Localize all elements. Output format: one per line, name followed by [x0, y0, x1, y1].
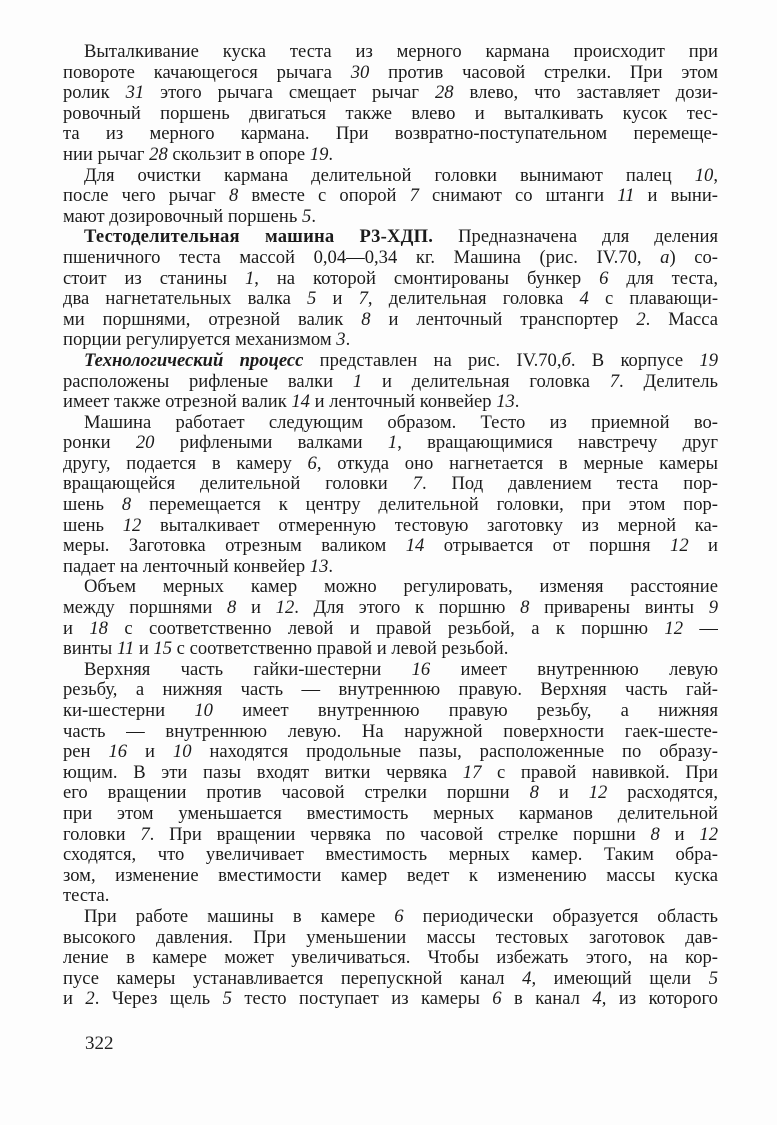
text-line	[63, 907, 718, 928]
figure-reference: 1	[352, 371, 363, 392]
text-line	[63, 639, 718, 660]
text-segment: .	[328, 144, 334, 165]
figure-reference: 12	[664, 618, 684, 639]
figure-reference: 6	[394, 906, 404, 927]
page-number: 322	[85, 1033, 114, 1054]
figure-reference: 7	[609, 371, 620, 392]
figure-reference: а	[660, 247, 670, 268]
text-segment: ролик	[63, 83, 126, 104]
text-segment: рифлеными валками	[154, 433, 388, 454]
text-segment: и	[659, 824, 700, 845]
text-segment: , вращающимися навстречу друг	[397, 433, 718, 454]
text-segment: в канал	[501, 989, 593, 1010]
text-line	[63, 207, 718, 228]
paragraph	[63, 907, 718, 1010]
text-segment: с плавающи-	[588, 289, 718, 310]
text-line	[63, 989, 718, 1010]
text-line	[63, 928, 718, 949]
paragraph	[63, 227, 718, 351]
figure-reference: б	[561, 350, 571, 371]
text-line	[63, 433, 718, 454]
text-segment: головки	[63, 824, 141, 845]
text-segment: , откуда оно нагнетается в мерные камеры	[316, 453, 718, 474]
text-segment: , имеющий щели	[531, 968, 709, 989]
text-line	[63, 969, 718, 990]
text-segment: высокого давления. При уменьшении массы тестовых заготовок дав-	[63, 927, 718, 948]
text-segment: сходятся, что увеличивает вместимость мерных камер. Таким обра-	[63, 845, 718, 866]
text-segment: ющим. В эти пазы входят витки червяка	[63, 762, 463, 783]
figure-reference: 4	[592, 989, 602, 1010]
figure-reference: 7	[412, 474, 422, 495]
text-line	[63, 454, 718, 475]
text-segment: и делительная головка	[362, 371, 610, 392]
text-segment: с правой навивкой. При	[481, 762, 718, 783]
text-segment: выталкивает отмеренную тестовую заготовку из мерной ка-	[141, 515, 718, 536]
figure-reference: 5	[222, 989, 232, 1010]
text-segment: тесто поступает из камеры	[231, 989, 493, 1010]
text-segment: ми поршнями, отрезной валик	[63, 309, 362, 330]
text-line	[63, 474, 718, 495]
text-segment: с соответственно правой и левой резьбой.	[172, 639, 509, 660]
text-line	[63, 372, 718, 393]
figure-reference: 8	[227, 598, 237, 619]
text-line	[63, 680, 718, 701]
text-segment: —	[683, 618, 718, 639]
figure-reference: 7	[140, 824, 150, 845]
text-segment: и ленточный конвейер	[309, 392, 497, 413]
figure-reference: 6	[599, 268, 609, 289]
text-line	[63, 701, 718, 722]
figure-reference: 31	[125, 83, 145, 104]
text-line	[63, 351, 718, 372]
text-segment: ровочный поршень двигаться также влево и выталкивать кусок тес-	[63, 103, 718, 124]
text-segment: .	[311, 206, 316, 227]
paragraph	[63, 42, 718, 166]
text-segment: ление в камере может увеличиваться. Чтобы избежать этого, на кор-	[63, 948, 718, 969]
figure-reference: 12	[122, 515, 142, 536]
text-segment: . Масса	[645, 309, 718, 330]
figure-reference: 19	[699, 350, 718, 371]
text-column	[63, 42, 718, 1010]
figure-reference: 7	[409, 186, 419, 207]
bold-heading: Тестоделительная машина Р3-ХДП.	[84, 227, 434, 248]
text-segment: стоит из станины	[63, 268, 245, 289]
text-segment: .	[345, 330, 351, 351]
text-segment: нии рычаг	[63, 144, 150, 165]
figure-reference: 7	[358, 289, 368, 310]
text-segment: и	[63, 618, 90, 639]
text-segment: ) со-	[669, 247, 718, 268]
figure-reference: 8	[650, 824, 660, 845]
text-segment: периодически образуется область	[403, 906, 718, 927]
paragraph	[63, 351, 718, 413]
text-segment: два нагнетательных валка	[63, 289, 308, 310]
figure-reference: 12	[699, 824, 718, 845]
text-line	[63, 63, 718, 84]
text-line	[63, 598, 718, 619]
text-line	[63, 289, 718, 310]
text-segment: повороте качающегося рычага	[63, 62, 351, 83]
text-segment: ки-шестерни	[63, 701, 195, 721]
text-segment: Выталкивание куска теста из мерного кармана происходит при	[84, 42, 718, 62]
text-segment: теста.	[63, 886, 110, 907]
text-segment: . Для этого к поршню	[294, 598, 521, 619]
text-segment: . При вращении червяка по часовой стрелке поршни	[149, 824, 651, 845]
text-line	[63, 248, 718, 269]
figure-reference: 8	[520, 598, 530, 619]
text-segment: Объем мерных камер можно регулировать, изменяя расстояние	[84, 577, 718, 598]
text-segment: падает на ленточный конвейер	[63, 556, 310, 577]
text-segment: ронки	[63, 433, 136, 454]
text-line	[63, 722, 718, 743]
text-segment: меры. Заготовка отрезным валиком	[63, 536, 406, 557]
text-line	[63, 866, 718, 887]
text-segment: представлен на рис. IV.70,	[303, 350, 562, 371]
text-segment: и выни-	[634, 186, 718, 207]
text-segment: влево, что заставляет дози-	[453, 83, 718, 104]
text-line	[63, 42, 718, 63]
text-segment: для теста,	[608, 268, 718, 289]
text-segment: вращающейся делительной головки	[63, 474, 413, 495]
figure-reference: 28	[149, 144, 168, 165]
text-line	[63, 577, 718, 598]
text-segment: против часовой стрелки. При этом	[369, 62, 718, 83]
text-segment: часть — внутреннюю левую. На наружной поверхности гаек-шесте-	[63, 721, 718, 742]
text-line	[63, 619, 718, 640]
figure-reference: 15	[153, 639, 173, 660]
text-segment: мают дозировочный поршень	[63, 206, 303, 227]
text-line	[63, 145, 718, 166]
text-segment: имеет внутреннюю правую резьбу, а нижняя	[212, 701, 718, 721]
text-segment: пшеничного теста массой 0,04—0,34 кг. Машина (рис. IV.70,	[63, 247, 661, 268]
text-line	[63, 124, 718, 145]
figure-reference: 14	[405, 536, 425, 557]
figure-reference: 6	[492, 989, 502, 1010]
text-segment: шень	[63, 515, 123, 536]
figure-reference: 14	[291, 392, 310, 413]
text-segment: , на которой смонтированы бункер	[254, 268, 600, 289]
text-segment: и	[134, 639, 154, 660]
figure-reference: 10	[194, 701, 213, 721]
figure-reference: 2	[85, 989, 95, 1010]
figure-reference: 13	[496, 392, 515, 413]
figure-reference: 13	[309, 556, 329, 577]
text-segment: вместе с опорой	[238, 186, 410, 207]
text-segment: винты	[63, 639, 117, 660]
figure-reference: 18	[89, 618, 108, 639]
paragraph	[63, 577, 718, 659]
text-segment: . Делитель	[619, 371, 718, 392]
text-line	[63, 763, 718, 784]
text-line	[63, 392, 718, 413]
text-line	[63, 83, 718, 104]
figure-reference: 17	[462, 762, 482, 783]
text-segment: снимают со штанги	[418, 186, 618, 207]
paragraph	[63, 413, 718, 578]
figure-reference: 9	[708, 598, 718, 619]
figure-reference: 5	[302, 206, 312, 227]
text-segment: Верхняя часть гайки-шестерни	[84, 659, 412, 680]
text-segment: отрывается от поршня	[424, 536, 671, 557]
text-line	[63, 660, 718, 681]
figure-reference: 10	[694, 165, 714, 186]
text-line	[63, 104, 718, 125]
figure-reference: 3	[336, 330, 346, 351]
text-line	[63, 186, 718, 207]
figure-reference: 28	[435, 83, 454, 104]
text-segment: перемещается к центру делительной головки, при этом пор-	[131, 495, 718, 516]
text-segment: и	[688, 536, 718, 557]
figure-reference: 5	[708, 968, 718, 989]
text-line	[63, 330, 718, 351]
text-segment: между поршнями	[63, 598, 228, 619]
figure-reference: 8	[121, 495, 132, 516]
text-segment: расположены рифленые валки	[63, 371, 353, 392]
figure-reference: 2	[636, 309, 646, 330]
text-segment: .	[328, 556, 334, 577]
text-segment: ,	[713, 165, 718, 186]
text-segment: и ленточный транспортер	[370, 309, 637, 330]
text-segment: . В корпусе	[570, 350, 700, 371]
text-segment: приварены винты	[529, 598, 709, 619]
text-segment: порции регулируется механизмом	[63, 330, 337, 351]
text-segment: и	[316, 289, 359, 310]
figure-reference: 8	[361, 309, 371, 330]
text-segment: пусе камеры устанавливается перепускной канал	[63, 968, 523, 989]
text-line	[63, 557, 718, 578]
text-line	[63, 948, 718, 969]
text-line	[63, 783, 718, 804]
figure-reference: 8	[529, 783, 539, 804]
text-segment: . Через щель	[94, 989, 223, 1010]
text-segment: с соответственно левой и правой резьбой, а к поршню	[107, 618, 665, 639]
text-line	[63, 742, 718, 763]
figure-reference: 1	[244, 268, 255, 289]
text-segment: шень	[63, 495, 122, 516]
text-segment: Для очистки кармана делительной головки вынимают палец	[84, 165, 695, 186]
text-segment: расходятся,	[607, 783, 718, 804]
text-segment: и	[63, 989, 86, 1010]
figure-reference: 8	[228, 186, 239, 207]
text-segment: имеет внутреннюю левую	[430, 659, 718, 680]
text-line	[63, 825, 718, 846]
text-segment: зом, изменение вместимости камер ведет к изменению массы куска	[63, 865, 718, 886]
text-line	[63, 495, 718, 516]
text-segment: и	[236, 598, 276, 619]
text-segment: , из которого	[601, 989, 718, 1010]
figure-reference: 12	[670, 536, 689, 557]
text-line	[63, 845, 718, 866]
figure-reference: 30	[350, 62, 370, 83]
figure-reference: 16	[108, 742, 128, 763]
text-line	[63, 269, 718, 290]
text-segment: рен	[63, 742, 109, 763]
text-segment: резьбу, а нижняя часть — внутреннюю правую. Верхняя часть гай-	[63, 680, 718, 701]
text-segment: Предназначена для деления	[433, 227, 718, 248]
figure-reference: 5	[307, 289, 317, 310]
text-line	[63, 166, 718, 187]
paragraph	[63, 166, 718, 228]
text-line	[63, 516, 718, 537]
text-segment: Машина работает следующим образом. Тесто из приемной во-	[84, 412, 718, 433]
text-segment: .	[514, 392, 520, 413]
text-segment: и	[127, 742, 173, 763]
figure-reference: 4	[579, 289, 589, 310]
text-segment: , делительная головка	[367, 289, 580, 310]
text-segment: находятся продольные пазы, расположенные по образу-	[191, 742, 718, 763]
figure-reference: 11	[116, 639, 135, 660]
text-segment: его вращении против часовой стрелки поршни	[63, 783, 530, 804]
figure-reference: 4	[522, 968, 532, 989]
figure-reference: 12	[588, 783, 608, 804]
text-segment: другу, подается в камеру	[63, 453, 308, 474]
text-line	[63, 227, 718, 248]
text-segment: та из мерного кармана. При возвратно-поступательном перемеще-	[63, 124, 718, 145]
text-line	[63, 886, 718, 907]
figure-reference: 10	[172, 742, 192, 763]
text-segment: этого рычага смещает рычаг	[144, 83, 435, 104]
figure-reference: 6	[307, 453, 317, 474]
figure-reference: 11	[617, 186, 635, 207]
text-line	[63, 536, 718, 557]
text-segment: при этом уменьшается вместимость мерных карманов делительной	[63, 803, 718, 824]
text-segment: и	[538, 783, 589, 804]
text-segment: . Под давлением теста пор-	[421, 474, 718, 495]
figure-reference: 19	[309, 144, 329, 165]
text-line	[63, 804, 718, 825]
figure-reference: 12	[275, 598, 295, 619]
text-segment: При работе машины в камере	[84, 906, 395, 927]
bold-italic-heading: Технологический процесс	[84, 350, 304, 371]
figure-reference: 20	[135, 433, 155, 454]
text-segment: имеет также отрезной валик	[63, 392, 292, 413]
text-segment: скользит в опоре	[167, 144, 310, 165]
figure-reference: 16	[411, 659, 431, 680]
text-line	[63, 310, 718, 331]
figure-reference: 1	[387, 433, 398, 454]
paragraph	[63, 660, 718, 907]
text-line	[63, 413, 718, 434]
text-segment: после чего рычаг	[63, 186, 229, 207]
